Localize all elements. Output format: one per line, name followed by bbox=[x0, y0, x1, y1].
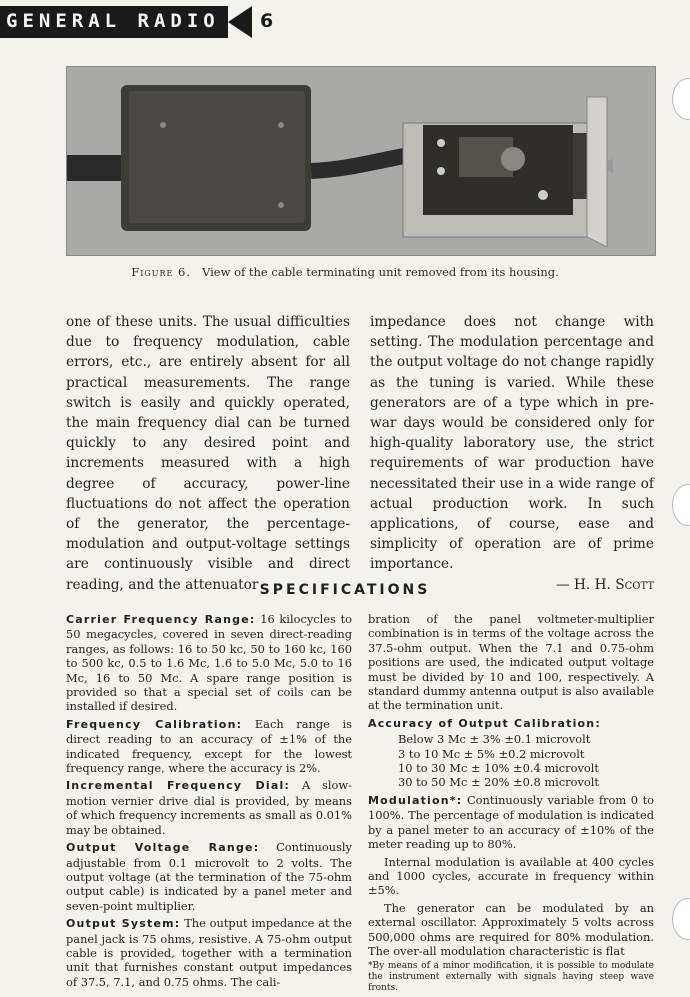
accuracy-row: 10 to 30 Mc ± 10% ±0.4 microvolt bbox=[398, 761, 599, 776]
article-column-right bbox=[370, 312, 654, 595]
page-edge-tab bbox=[672, 78, 690, 120]
spec-dial-label: Incremental Frequency Dial: bbox=[66, 779, 291, 793]
figure-caption bbox=[0, 265, 690, 279]
page-edge-tab bbox=[672, 898, 690, 940]
footnote: *By means of a minor modification, it is possible to modulate the instrument externally with signals having steep wave fronts. bbox=[368, 961, 654, 994]
spec-accuracy-label: Accuracy of Output Calibration: bbox=[368, 716, 601, 730]
figure-caption-text: View of the cable terminating unit removed from its housing. bbox=[201, 265, 559, 279]
article-text-left: one of these units. The usual difficulties due to frequency modulation, cable errors, etc., are entirely absent for all practical measurements. The range switch is easily and quickly operated, the main frequency dial can be turned quickly to any desired point and increments measured with a high degree of accuracy, power-line fluctuations do not affect the operation of the generator, the percentage-modulation and output-voltage settings are continuously visible and direct reading, and the attenuator bbox=[66, 314, 350, 593]
spec-modulation-external: The generator can be modulated by an external oscillator. Approximately 5 volts across 500,000 ohms are required for 80% modulation. The over-all modulation characteristic is flat bbox=[368, 900, 654, 958]
spec-output-continued: bration of the panel voltmeter-multiplier combination is in terms of the voltage across the 37.5-ohm output. When the 7.1 and 0.75-ohm positions are used, the indicated output voltage must be divided by 10 and 100, respectively. A standard dummy antenna output is also available at the termination unit. bbox=[368, 612, 654, 713]
article-column-left bbox=[66, 312, 350, 595]
spec-modulation-text: Continuously variable from 0 to 100%. The percentage of modulation is indicated by a panel meter to an accuracy of ±10% of the meter reading up to 80%. bbox=[368, 792, 655, 852]
spec-modulation bbox=[368, 793, 654, 852]
spec-dial bbox=[66, 778, 352, 837]
specifications-heading: SPECIFICATIONS bbox=[259, 582, 431, 598]
spec-calibration-label: Frequency Calibration: bbox=[66, 717, 243, 731]
spec-accuracy bbox=[368, 716, 654, 731]
specifications-column-left bbox=[66, 612, 352, 992]
spec-modulation-label: Modulation*: bbox=[368, 793, 463, 807]
accuracy-row: Below 3 Mc ± 3% ±0.1 microvolt bbox=[398, 732, 591, 747]
header-title: GENERAL RADIO bbox=[6, 10, 220, 32]
specifications-column-right bbox=[368, 612, 654, 997]
spec-voltage-range-label: Output Voltage Range: bbox=[66, 841, 260, 855]
page-edge-tab bbox=[672, 484, 690, 526]
spec-carrier-label: Carrier Frequency Range: bbox=[66, 613, 256, 626]
page-number: 6 bbox=[260, 10, 274, 32]
spec-calibration-text: Each range is direct reading to an accuracy of ±1% of the indicated frequency, except for the lowest frequency range, where the accuracy is 2%. bbox=[66, 716, 353, 776]
accuracy-table bbox=[368, 732, 654, 790]
article-text-right: impedance does not change with setting. The modulation percentage and the output voltage do not change rapidly as the tuning is varied. While these generators are of a type which in pre-war days would be considered only for high-quality laboratory use, the strict requirements of war production have necessitated their use in a wide range of actual production work. In such applications, of course, ease and simplicity of operation are of prime importance. bbox=[370, 314, 654, 573]
author-signature: — H. H. Scott bbox=[555, 576, 654, 593]
accuracy-row: 30 to 50 Mc ± 20% ±0.8 microvolt bbox=[398, 775, 599, 790]
cable-unit-illustration bbox=[67, 67, 655, 255]
page-header bbox=[0, 6, 282, 38]
spec-voltage-range-text: Continuously adjustable from 0.1 microvolt to 2 volts. The output voltage (at the termination of the 75-ohm output cable) is indicated by a panel meter and seven-point multiplier. bbox=[66, 840, 352, 913]
spec-output-system-text: The output impedance at the panel jack is 75 ohms, resistive. A 75-ohm output cable is provided, together with a termination unit that furnishes constant output impedances of 37.5, 7.1, and 0.75 ohms. The cali- bbox=[66, 916, 352, 989]
figure-photo bbox=[66, 66, 656, 256]
header-arrow bbox=[228, 6, 252, 38]
accuracy-row: 3 to 10 Mc ± 5% ±0.2 microvolt bbox=[398, 746, 585, 761]
spec-calibration bbox=[66, 717, 352, 776]
spec-carrier bbox=[66, 612, 352, 714]
spec-dial-text: A slow-motion vernier drive dial is provided, by means of which frequency increments as small as 0.01% may be obtained. bbox=[66, 778, 353, 837]
spec-voltage-range bbox=[66, 840, 352, 913]
spec-modulation-internal: Internal modulation is available at 400 cycles and 1000 cycles, accurate in frequency within ±5%. bbox=[368, 854, 654, 898]
spec-output-system bbox=[66, 916, 352, 989]
figure-label: Figure 6. bbox=[131, 265, 192, 279]
spec-output-system-label: Output System: bbox=[66, 917, 181, 931]
spec-carrier-text: 16 kilocycles to 50 megacycles, covered in seven direct-reading ranges, as follows: 16 to 50 kc, 50 to 160 kc, 160 to 500 kc, 0.5 to 1.6 Mc, 1.6 to 5.0 Mc, 5.0 to 16 Mc, 16 to 50 Mc. A spare range position is provided so that a special set of coils can be installed if desired. bbox=[66, 612, 353, 714]
